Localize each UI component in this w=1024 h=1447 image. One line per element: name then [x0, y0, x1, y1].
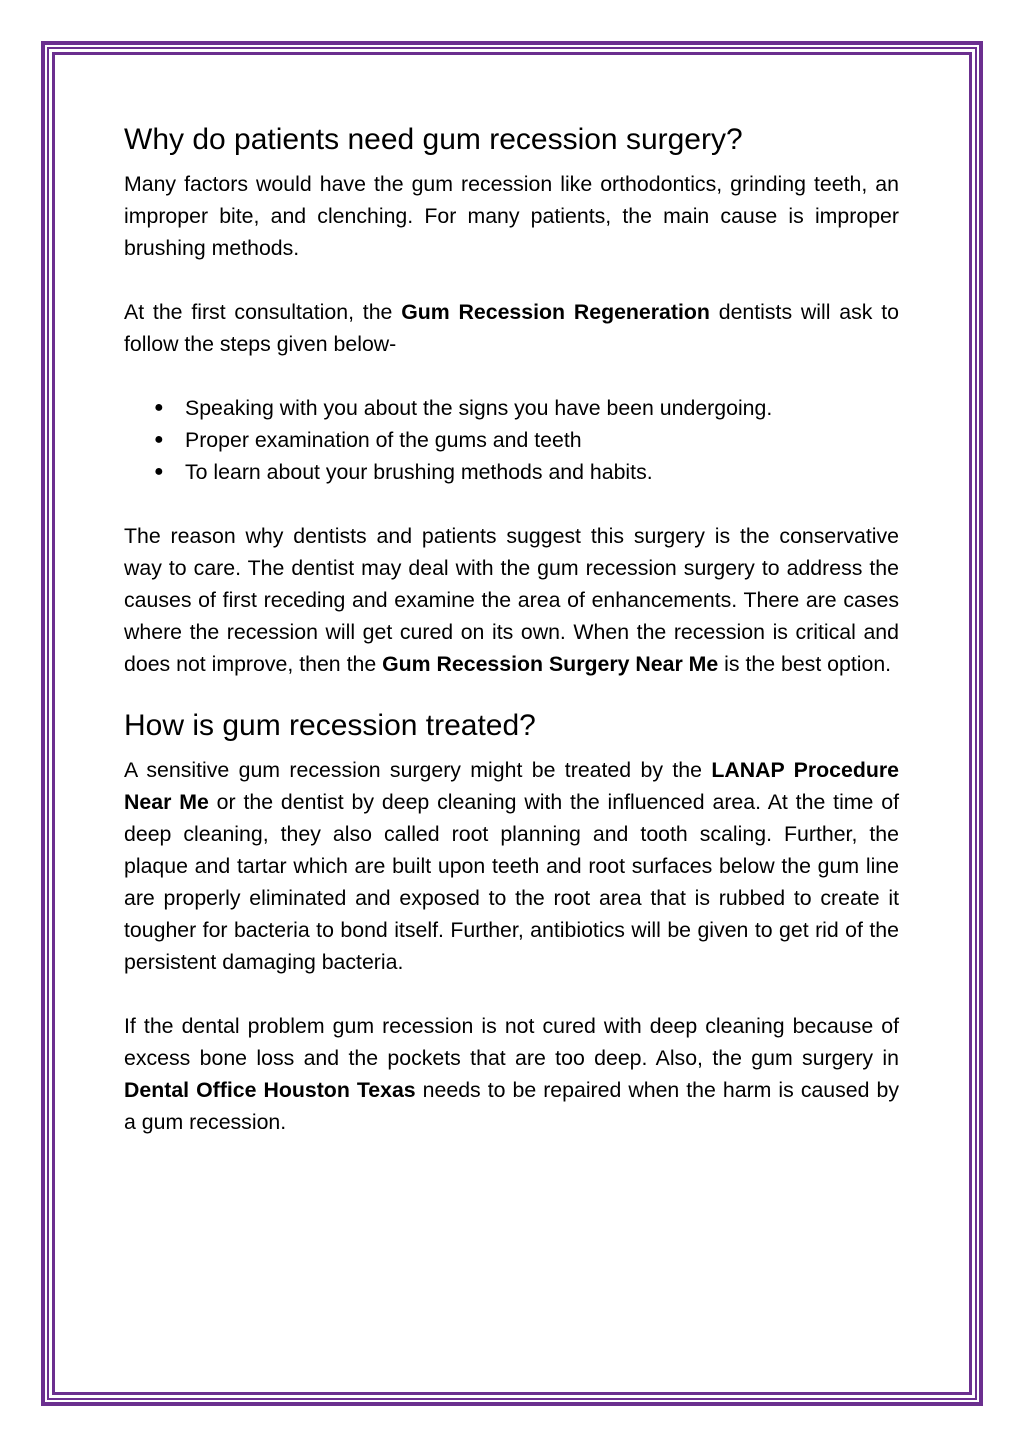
section-heading-why-surgery: Why do patients need gum recession surgery?: [124, 123, 743, 156]
paragraph-reason: [124, 520, 899, 680]
paragraph-causes: Many factors would have the gum recession like orthodontics, grinding teeth, an improper bite, and clenching. For many patients, the main cause is improper brushing methods.: [124, 172, 899, 260]
paragraph-consultation: [124, 296, 899, 360]
text-run: The reason why dentists and patients suggest this surgery is the conservative way to care. The dentist may deal with the gum recession surgery to address the causes of first receding and examine the area of enhancements. There are cases where the recession will get cured on its own. When the recession is critical and does not improve, then the: [124, 524, 899, 676]
text-run: needs to be repaired when the harm is caused by a gum recession.: [124, 1078, 899, 1134]
list-item: [154, 424, 899, 456]
text-run: is the best option.: [718, 652, 892, 676]
link-gum-recession-surgery-near-me: Gum Recession Surgery Near Me: [382, 652, 719, 676]
steps-list: [124, 392, 899, 488]
bullet-icon: ●: [154, 431, 164, 448]
text-run: dentists will ask to follow the steps given below-: [124, 300, 899, 356]
text-run: If the dental problem gum recession is not cured with deep cleaning because of excess bone loss and the pockets that are too deep. Also, the gum surgery in: [124, 1014, 899, 1070]
link-lanap-procedure-near-me: LANAP Procedure Near Me: [124, 758, 899, 814]
list-item: [154, 456, 899, 488]
section-heading-treatment: How is gum recession treated?: [124, 709, 536, 742]
paragraph-treatment: [124, 754, 899, 978]
document-content: [124, 120, 899, 1138]
text-run: A sensitive gum recession surgery might be treated by the: [124, 758, 712, 782]
paragraph-surgery: [124, 1010, 899, 1138]
text-run: or the dentist by deep cleaning with the influenced area. At the time of deep cleaning, they also called root planning and tooth scaling. Further, the plaque and tartar which are built upon teeth and root surfaces below the gum line are properly eliminated and exposed to the root area that is rubbed to create it tougher for bacteria to bond itself. Further, antibiotics will be given to get rid of the persistent damaging bacteria.: [124, 790, 900, 974]
list-item-text: Proper examination of the gums and teeth: [185, 428, 582, 452]
list-item-text: Speaking with you about the signs you have been undergoing.: [185, 396, 773, 420]
text-run: At the first consultation, the: [124, 300, 402, 324]
bullet-icon: ●: [154, 463, 164, 480]
list-item-text: To learn about your brushing methods and habits.: [185, 460, 653, 484]
bullet-icon: ●: [154, 399, 164, 416]
list-item: [154, 392, 899, 424]
link-gum-recession-regeneration: Gum Recession Regeneration: [401, 300, 710, 324]
link-dental-office-houston-texas: Dental Office Houston Texas: [124, 1078, 416, 1102]
